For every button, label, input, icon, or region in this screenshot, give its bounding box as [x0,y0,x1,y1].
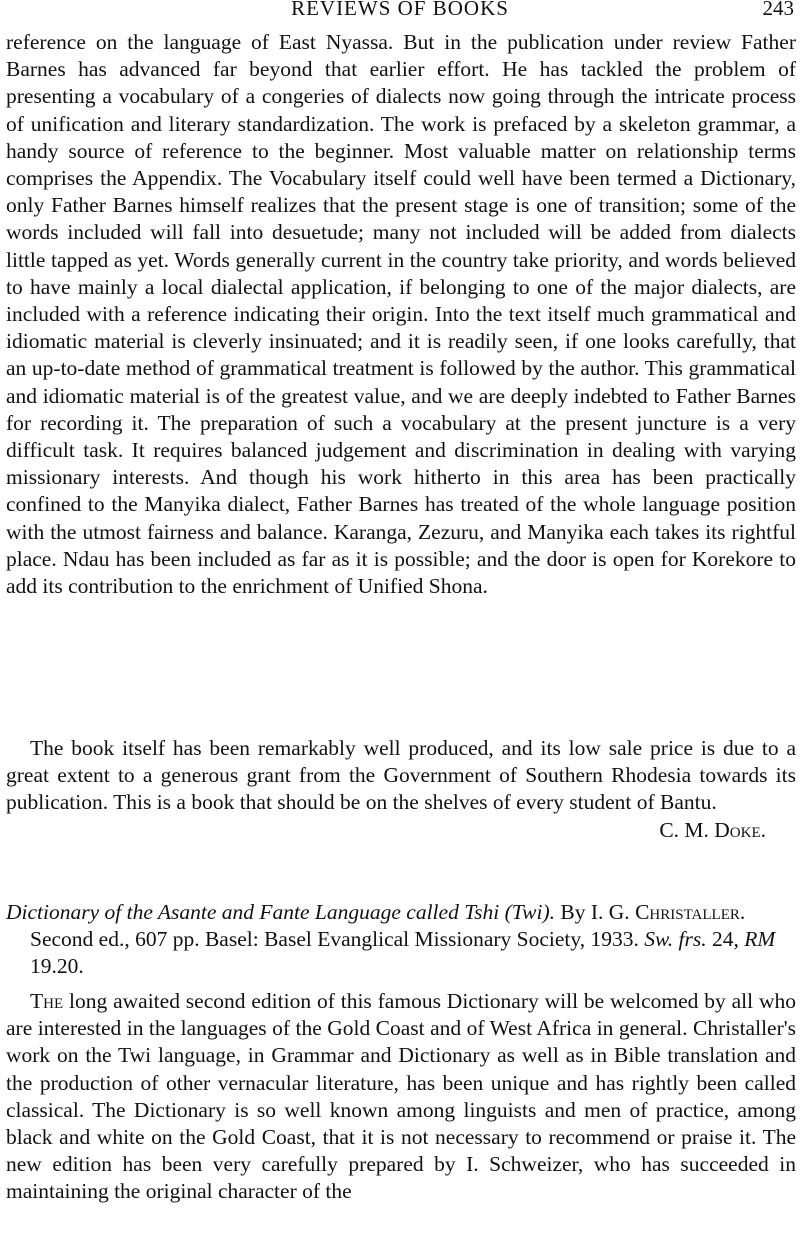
review-1-paragraph-2-text: The book itself has been remarkably well produced, and its low sale price is due to a great extent to a generous grant from the Government of Southern Rhodesia towards its publication. This is a book that should be on the shelves of every student of Bantu. [6,736,796,815]
review-2-paragraph-1 [6,988,796,1206]
review-2-price-value-2: 19.20. [30,954,84,979]
review-1-paragraph-2-block [6,735,796,842]
page-number: 243 [762,0,794,20]
review-2-price-currency-1: Sw. frs. [644,927,707,952]
review-2-citation [6,899,796,981]
review-2-heading [6,899,796,981]
review-2-paragraph-1-block [6,988,796,1206]
review-1-paragraph-2 [6,735,796,844]
review-1-paragraph-1 [6,29,796,600]
review-2-book-title: Dictionary of the Asante and Fante Language called Tshi (Twi). [6,900,556,924]
reviewer-signature: C. M. Doke. [659,817,766,842]
review-2-author-name: Christaller. [635,900,746,924]
review-2-price-currency-2: RM [744,927,776,952]
review-2-publication-details: Second ed., 607 pp. Basel: Basel Evanglical Missionary Society, 1933. [30,927,639,952]
review-2-price-value-1: 24, [711,927,739,952]
review-2-paragraph-1-text: long awaited second edition of this famous Dictionary will be welcomed by all who are interested in the languages of the Gold Coast and of West Africa in general. Christaller's work on the Twi language, in Grammar and Dictionary as well as in Bible translation and the production of other vernacular literature, has been unique and has rightly been called classical. The Dictionary is so well known among linguists and men of practice, among black and white on the Gold Coast, that it is not necessary to recommend or praise it. The new edition has been very carefully prepared by I. Schweizer, who has succeeded in maintaining the original character of the [6,989,797,1204]
running-head [0,0,800,22]
review-1-paragraph-1-text: reference on the language of East Nyassa. But in the publication under review Father Barnes has advanced far beyond that earlier effort. He has tackled the problem of presenting a vocabulary of a congeries of dialects now going through the intricate process of unification and literary standardization. The work is prefaced by a skeleton grammar, a handy source of reference to the beginner. Most valuable matter on relationship terms comprises the Appendix. The Vocabulary itself could well have been termed a Dictionary, only Father Barnes himself realizes that the present stage is one of transition; some of the words included will fall into desuetude; many not included will be added from dialects little tapped as yet. Words generally current in the country take priority, and words believed to have mainly a local dialectal application, if belonging to one of the major dialects, are included with a reference indicating their origin. Into the text itself much grammatical and idiomatic material is cleverly insinuated; and it is readily seen, if one looks carefully, that an up-to-date method of grammatical treatment is followed by the author. This grammatical and idiomatic material is of the greatest value, and we are deeply indebted to Father Barnes for recording it. The preparation of such a vocabulary at the present juncture is a very difficult task. It requires balanced judgement and discrimination in dealing with varying missionary interests. And though his work hitherto in this area has been practically confined to the Manyika dialect, Father Barnes has treated of the whole language position with the utmost fairness and balance. Karanga, Zezuru, and Manyika each takes its rightful place. Ndau has been included as far as it is possible; and the door is open for Korekore to add its contribution to the enrichment of Unified Shona. [6,30,796,599]
review-2-lead-word: The [30,989,64,1013]
review-2-author-prefix: By I. G. [560,900,630,924]
running-title: REVIEWS OF BOOKS [291,0,509,20]
